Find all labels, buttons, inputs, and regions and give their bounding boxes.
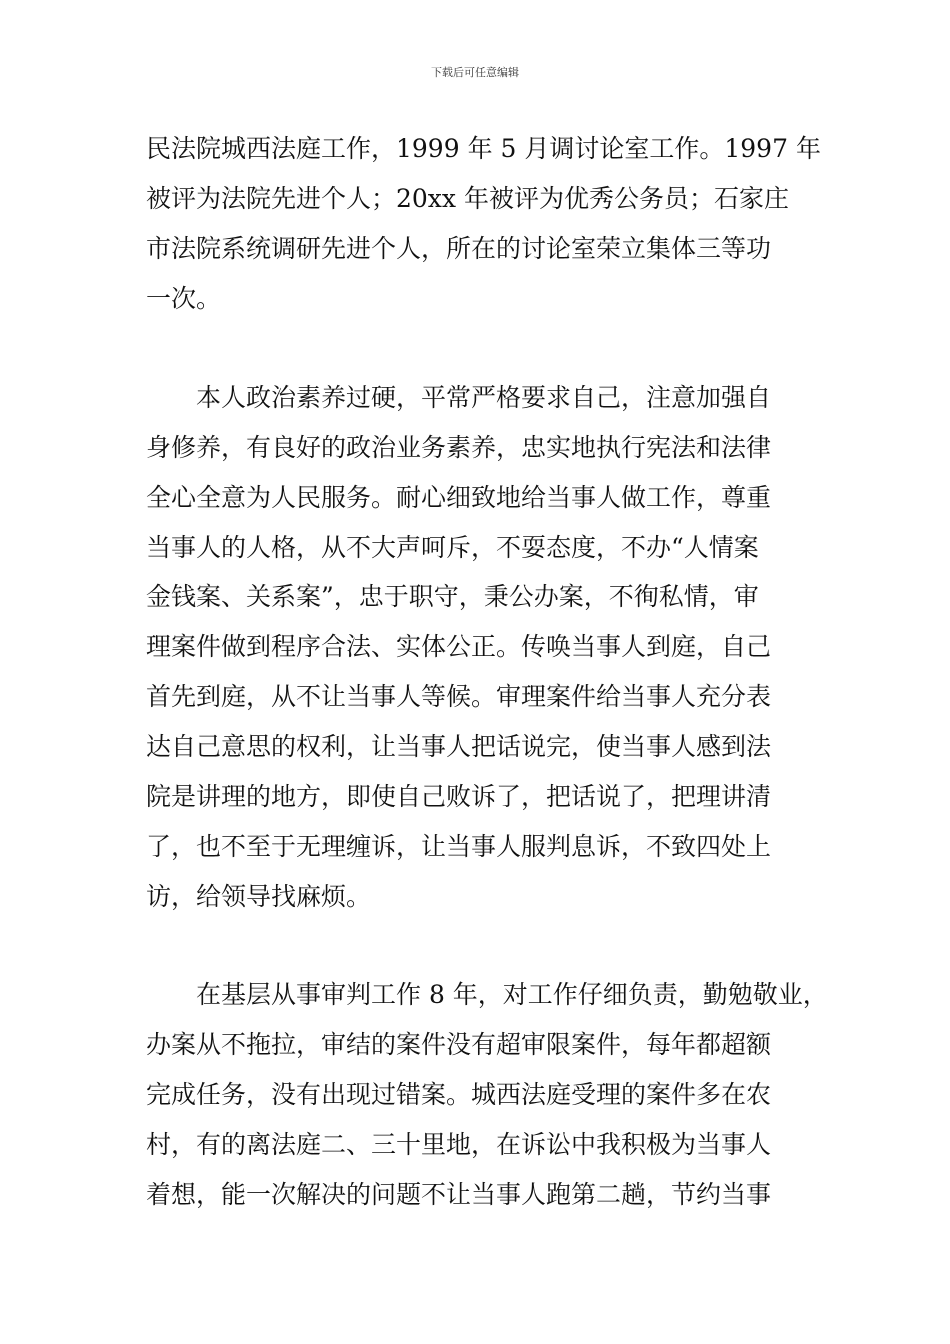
text-line: 民法院城西法庭工作，1999 年 5 月调讨论室工作。1997 年 — [146, 134, 821, 163]
text-line: 了，也不至于无理缠诉，让当事人服判息诉，不致四处上 — [146, 832, 772, 861]
page-header: 下载后可任意编辑 — [431, 66, 519, 79]
text-line: 被评为法院先进个人；20xx 年被评为优秀公务员；石家庄 — [146, 184, 789, 213]
text-line: 全心全意为人民服务。耐心细致地给当事人做工作，尊重 — [146, 483, 772, 512]
text-line: 在基层从事审判工作 8 年，对工作仔细负责，勤勉敬业， — [146, 980, 828, 1009]
text-line: 一次。 — [146, 284, 222, 313]
text-line: 身修养，有良好的政治业务素养，忠实地执行宪法和法律 — [146, 433, 772, 462]
text-line: 院是讲理的地方，即使自己败诉了，把话说了，把理讲清 — [146, 782, 772, 811]
text-line: 办案从不拖拉，审结的案件没有超审限案件，每年都超额 — [146, 1030, 772, 1059]
text-line: 本人政治素养过硬，平常严格要求自己，注意加强自 — [146, 383, 772, 412]
text-line: 金钱案、关系案”，忠于职守，秉公办案，不徇私情，审 — [146, 582, 759, 611]
text-line: 理案件做到程序合法、实体公正。传唤当事人到庭，自己 — [146, 632, 772, 661]
text-line: 首先到庭，从不让当事人等候。审理案件给当事人充分表 — [146, 682, 772, 711]
text-line: 着想，能一次解决的问题不让当事人跑第二趟，节约当事 — [146, 1180, 772, 1209]
text-line: 完成任务，没有出现过错案。城西法庭受理的案件多在农 — [146, 1080, 772, 1109]
text-line: 市法院系统调研先进个人，所在的讨论室荣立集体三等功 — [146, 234, 772, 263]
text-line: 达自己意思的权利，让当事人把话说完，使当事人感到法 — [146, 732, 772, 761]
text-line: 村，有的离法庭二、三十里地，在诉讼中我积极为当事人 — [146, 1130, 772, 1159]
text-line: 访，给领导找麻烦。 — [146, 882, 372, 911]
text-line: 当事人的人格，从不大声呵斥，不耍态度，不办“人情案 — [146, 533, 759, 562]
